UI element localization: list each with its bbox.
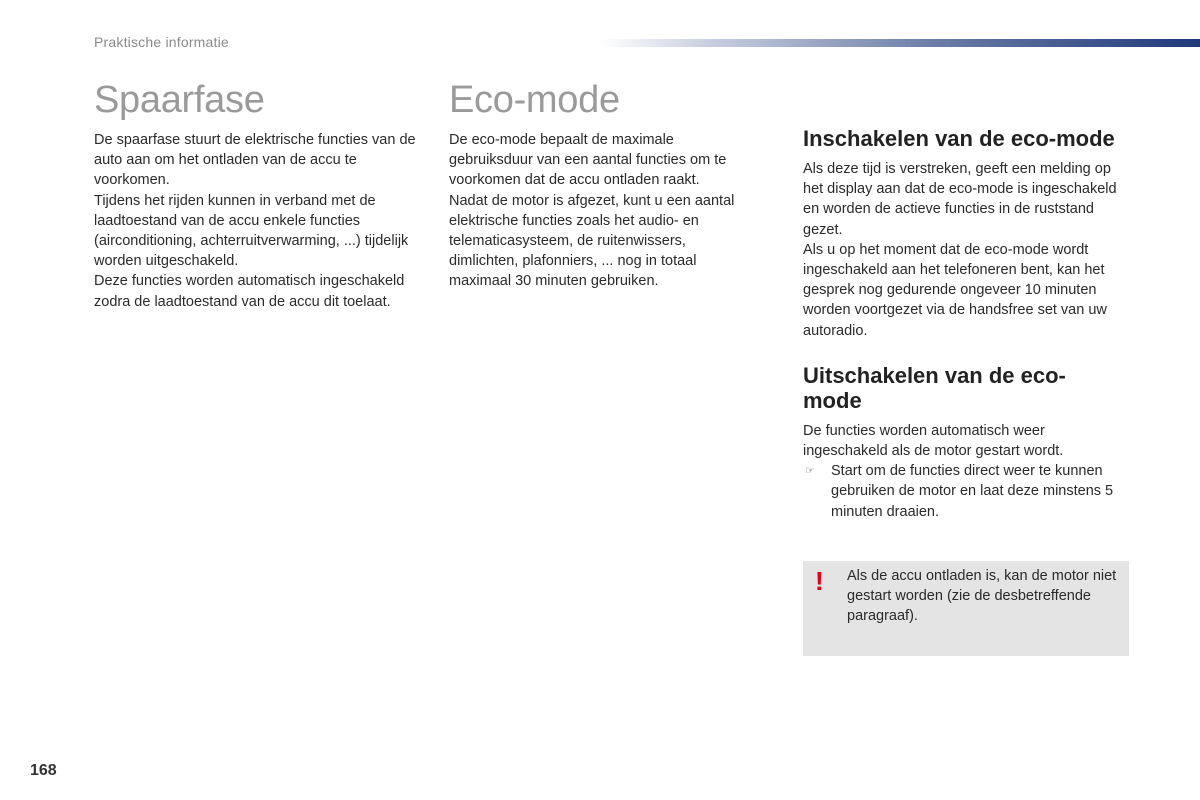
page-number: 168: [30, 762, 57, 779]
subsection-title-enable: Inschakelen van de eco-mode: [803, 126, 1115, 151]
section-title-ecomode: Eco-mode: [449, 79, 620, 121]
instruction-bullet: [803, 461, 1133, 522]
paragraph: De eco-mode bepaalt de maximale gebruiksduur van een aantal functies om te voorkomen dat de accu ontladen raakt.: [449, 132, 727, 189]
paragraph: De spaarfase stuurt de elektrische functies van de auto aan om het ontladen van de accu te voorkomen.: [94, 132, 416, 189]
hand-pointer-icon: ☞: [805, 465, 815, 478]
column-ecomode: [449, 78, 759, 292]
running-header: Praktische informatie: [94, 34, 229, 50]
column-spaarfase: [94, 78, 424, 312]
subsection-title-disable: Uitschakelen van de eco-mode: [803, 362, 1066, 413]
paragraph: Deze functies worden automatisch ingeschakeld zodra de laadtoestand van de accu dit toelaat.: [94, 273, 405, 310]
paragraph: Nadat de motor is afgezet, kunt u een aantal elektrische functies zoals het audio- en telematicasysteem, de ruitenwissers, dimlichten, plafonniers, ... nog in totaal maximaal 30 minuten gebruiken.: [449, 192, 735, 290]
paragraph: Tijdens het rijden kunnen in verband met de laadtoestand van de accu enkele functies (airconditioning, achterruitverwarming, ...) tijdelijk worden uitgeschakeld.: [94, 192, 409, 270]
section-title-spaarfase: Spaarfase: [94, 79, 265, 121]
paragraph: Als u op het moment dat de eco-mode wordt ingeschakeld aan het telefoneren bent, kan het gesprek nog gedurende ongeveer 10 minuten worden voortgezet via de handsfree set van uw autoradio.: [803, 241, 1107, 339]
warning-text: Als de accu ontladen is, kan de motor niet gestart worden (zie de desbetreffende paragraaf).: [847, 568, 1117, 625]
bullet-text: Start om de functies direct weer te kunnen gebruiken de motor en laat deze minstens 5 minuten draaien.: [831, 463, 1114, 520]
column-eco-mode-details: [803, 126, 1133, 522]
header-gradient-bar: [600, 39, 1200, 47]
exclamation-icon: !: [815, 566, 824, 596]
paragraph: Als deze tijd is verstreken, geeft een melding op het display aan dat de eco-mode is ingeschakeld en worden de actieve functies in de ruststand gezet.: [803, 161, 1117, 238]
paragraph: De functies worden automatisch weer ingeschakeld als de motor gestart wordt.: [803, 422, 1064, 460]
warning-box: [803, 561, 1129, 656]
